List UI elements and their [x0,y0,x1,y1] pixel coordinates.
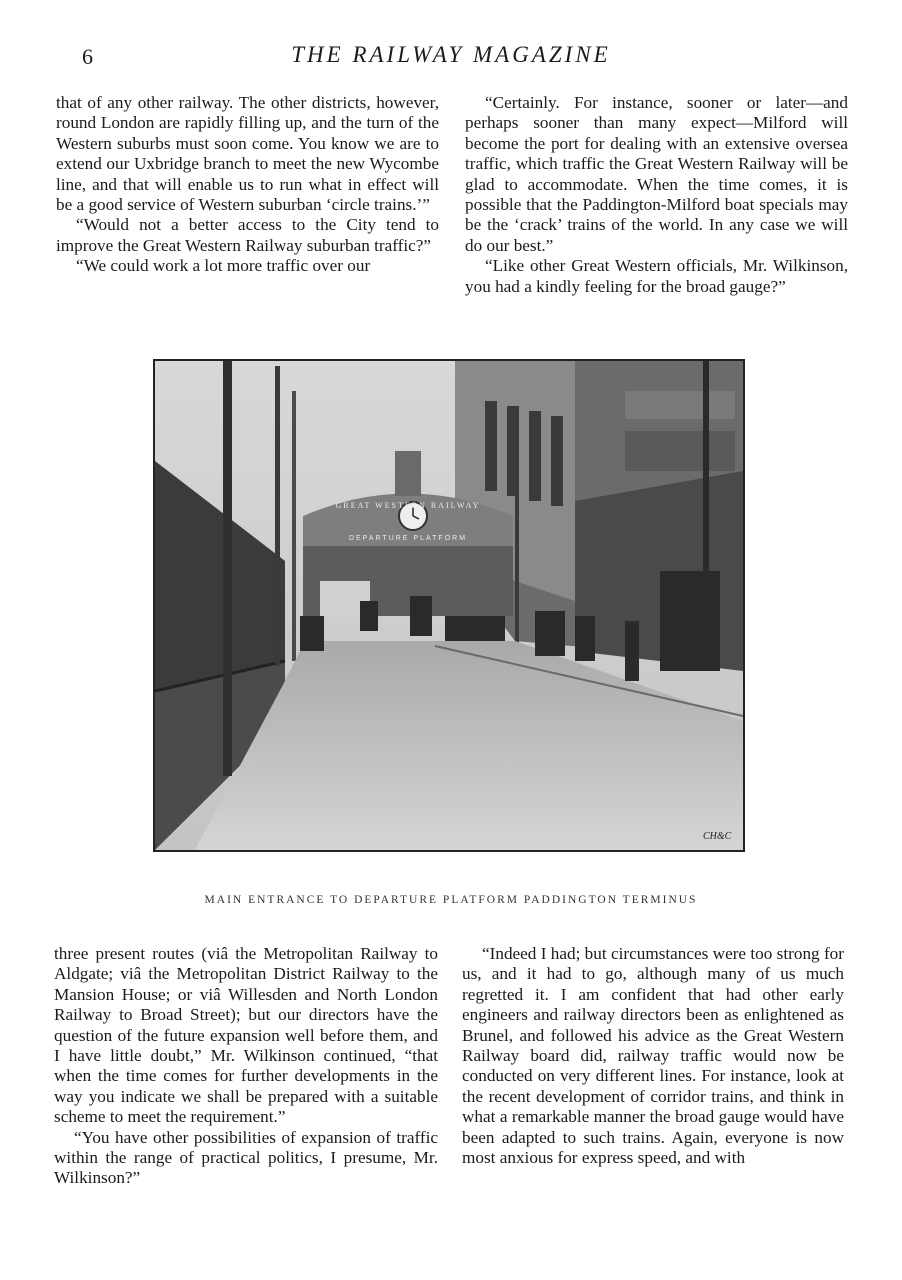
photo-caption: MAIN ENTRANCE TO DEPARTURE PLATFORM PADDINGTON TERMINUS [204,894,698,906]
text-column-top-right [465,93,848,297]
paragraph: “Would not a better access to the City tend to improve the Great Western Railway suburban traffic?” [56,215,439,255]
lamp-post [223,361,232,776]
paragraph: that of any other railway. The other districts, however, round London are rapidly filling up, and the turn of the Western suburbs must soon come. You know we are to extend our Uxbridge branch to meet the new Wycombe line, and that will enable us to run what in effect will be a good service of Western suburban ‘circle trains.’” [56,93,439,215]
paragraph: “Indeed I had; but circumstances were too strong for us, and it had to go, although many of us much regretted it. I am confident that had other early engineers and railway directors been as enlightened as Brunel, and followed his advice as the Great Western Railway board did, railway traffic would now be conducted on very different lines. For instance, look at the recent development of corridor trains, and think in what a remarkable manner the broad gauge would have been adapted to such trains. Again, everyone is now most anxious for express speed, and with [462,944,844,1168]
text-column-top-left [56,93,439,277]
sign-departure: DEPARTURE PLATFORM [348,535,468,542]
station-photograph [153,359,745,852]
lamp-post [292,391,296,661]
paragraph: “Certainly. For instance, sooner or later—and perhaps sooner than many expect—Milford will become the port for dealing with an extensive oversea traffic, which traffic the Great Western Railway will be glad to accommodate. When the time comes, it is possible that the Paddington-Milford boat specials may be the ‘crack’ trains of the world. In any case we will do our best.” [465,93,848,255]
paragraph: “You have other possibilities of expansion of traffic within the range of practical politics, I presume, Mr. Wilkinson?” [54,1127,438,1188]
lamp-post [703,361,709,671]
lamp-post [275,366,280,666]
sign-railway: GREAT WESTERN RAILWAY [335,501,481,510]
paragraph: “Like other Great Western officials, Mr. Wilkinson, you had a kindly feeling for the broad gauge?” [465,256,848,296]
paragraph: three present routes (viâ the Metropolitan Railway to Aldgate; viâ the Metropolitan District Railway to the Mansion House; or viâ Willesden and North London Railway to Broad Street); but our directors have the question of the future expansion well before them, and I have little doubt,” Mr. Wilkinson continued, “that when the time comes for further developments in the way you indicate we shall be prepared with a suitable scheme to meet the requirement.” [54,944,438,1127]
text-column-bottom-right [462,944,844,1168]
lamp-post [515,421,519,651]
engraver-signature: CH&C [703,831,732,842]
running-title: THE RAILWAY MAGAZINE [291,42,611,67]
paragraph: “We could work a lot more traffic over our [76,256,371,276]
text-column-bottom-left [54,944,438,1189]
page-number: 6 [82,44,93,69]
